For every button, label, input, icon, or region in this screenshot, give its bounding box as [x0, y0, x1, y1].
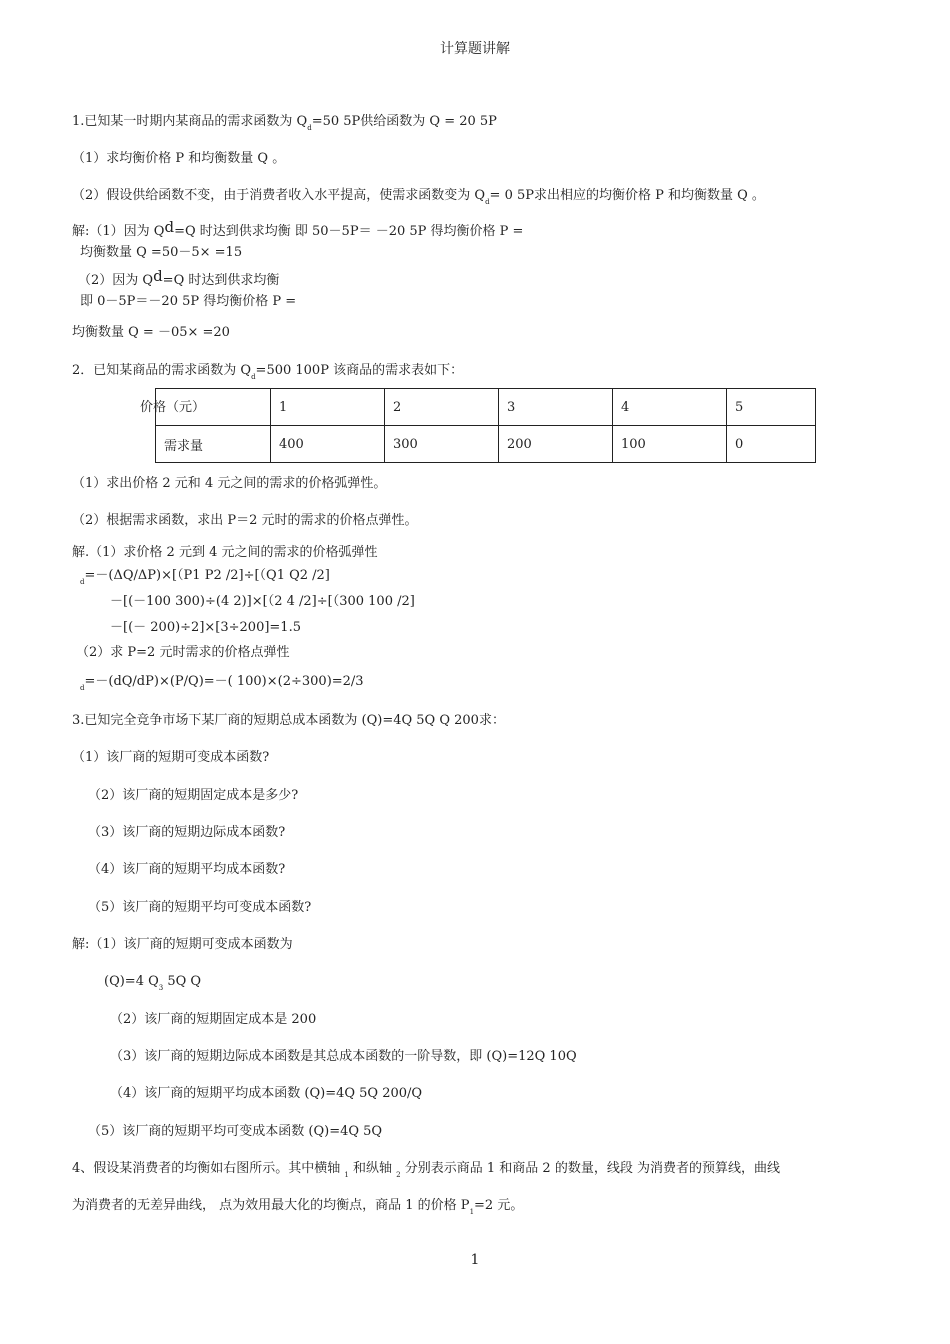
q2-part1: （1）求出价格 2 元和 4 元之间的需求的价格弧弹性。 [72, 476, 387, 491]
q3-question: 3.已知完全竞争市场下某厂商的短期总成本函数为 (Q)=4Q 5Q Q 200求： [72, 713, 505, 728]
q3-part5: （5）该厂商的短期平均可变成本函数? [88, 900, 312, 915]
q1-part2: （2）假设供给函数不变，由于消费者收入水平提高，使需求函数变为 $Q_d= 0$ 5P求出相应的均衡价格 P 和均衡数量 Q 。 [72, 188, 765, 206]
q2-solution-line6: $_d$=－(dQ/dP)×(P/Q)=－( 100)×(2÷300)=2/3 [80, 674, 364, 692]
q3-solution-line5: （4）该厂商的短期平均成本函数 (Q)=4Q 5Q 200/Q [110, 1086, 423, 1101]
q2-solution-line5: （2）求 P=2 元时需求的价格点弹性 [76, 645, 290, 660]
quantity-cell: 100 [613, 426, 727, 463]
q3-solution-line3: （2）该厂商的短期固定成本是 200 [110, 1012, 317, 1027]
q2-part2: （2）根据需求函数，求出 P＝2 元时的需求的价格点弹性。 [72, 513, 418, 528]
page-title: 计算题讲解 [440, 41, 510, 57]
q1-solution-line3: （2）因为 Qd=Q 时达到供求均衡 [78, 267, 280, 288]
q3-solution-line2: (Q)=4 $Q_3$ 5Q Q [104, 974, 202, 992]
q4-line2: 为消费者的无差异曲线， 点为效用最大化的均衡点，商品 1 的价格 $P_1=2$ 元。 [72, 1198, 524, 1216]
table-row2-label: 需求量 [156, 426, 271, 463]
demand-table [155, 388, 816, 463]
q3-part1: （1）该厂商的短期可变成本函数? [72, 750, 270, 765]
q2-solution-line4: －[(－ 200)÷2]×[3÷200]=1.5 [110, 620, 301, 635]
table-row [156, 389, 816, 426]
table-cell [156, 389, 271, 426]
price-cell: 5 [727, 389, 816, 426]
q3-part2: （2）该厂商的短期固定成本是多少? [88, 788, 299, 803]
q1-question: 1.已知某一时期内某商品的需求函数为 $Q_d=50$ 5P供给函数为 Q = 20 5P [72, 114, 497, 132]
quantity-cell: 400 [271, 426, 385, 463]
q1-solution-line1: 解:（1）因为 Qd=Q 时达到供求均衡 即 50－5P＝ －20 5P 得均衡价格 P = [72, 218, 524, 239]
q1-part1: （1）求均衡价格 P 和均衡数量 Q 。 [72, 151, 286, 166]
price-cell: 1 [271, 389, 385, 426]
q1-solution-line2: 均衡数量 Q =50－5× =15 [80, 245, 243, 260]
quantity-cell: 300 [385, 426, 499, 463]
table-row1-label: 价格（元） [140, 400, 206, 415]
q3-part3: （3）该厂商的短期边际成本函数? [88, 825, 286, 840]
quantity-cell: 200 [499, 426, 613, 463]
q3-solution-line4: （3）该厂商的短期边际成本函数是其总成本函数的一阶导数，即 (Q)=12Q 10Q [110, 1049, 577, 1064]
price-cell: 2 [385, 389, 499, 426]
q3-part4: （4）该厂商的短期平均成本函数? [88, 862, 286, 877]
q1-solution-line4: 即 0－5P＝－20 5P 得均衡价格 P = [80, 294, 297, 309]
table-row [156, 426, 816, 463]
q4-line1: 4、假设某消费者的均衡如右图所示。其中横轴 $_1$ 和纵轴 $_2$ 分别表示商品 1 和商品 2 的数量，线段 为消费者的预算线，曲线 [72, 1161, 780, 1179]
price-cell: 3 [499, 389, 613, 426]
q3-solution-line6: （5）该厂商的短期平均可变成本函数 (Q)=4Q 5Q [88, 1124, 383, 1139]
q2-question: 2．已知某商品的需求函数为 $Q_d=500$ 100P 该商品的需求表如下： [72, 363, 464, 381]
quantity-cell: 0 [727, 426, 816, 463]
q2-solution-line2: $_d$=－(ΔQ/ΔP)×[（P1 P2 /2]÷[（Q1 Q2 /2] [80, 568, 330, 586]
q2-solution-line3: －[(－100 300)÷(4 2)]×[（2 4 /2]÷[（300 100 /2] [110, 594, 415, 609]
q1-solution-line5: 均衡数量 Q = －05× =20 [72, 325, 230, 340]
q2-solution-line1: 解.（1）求价格 2 元到 4 元之间的需求的价格弧弹性 [72, 545, 378, 560]
q3-solution-line1: 解:（1）该厂商的短期可变成本函数为 [72, 937, 293, 952]
price-cell: 4 [613, 389, 727, 426]
page-number: 1 [470, 1252, 480, 1268]
